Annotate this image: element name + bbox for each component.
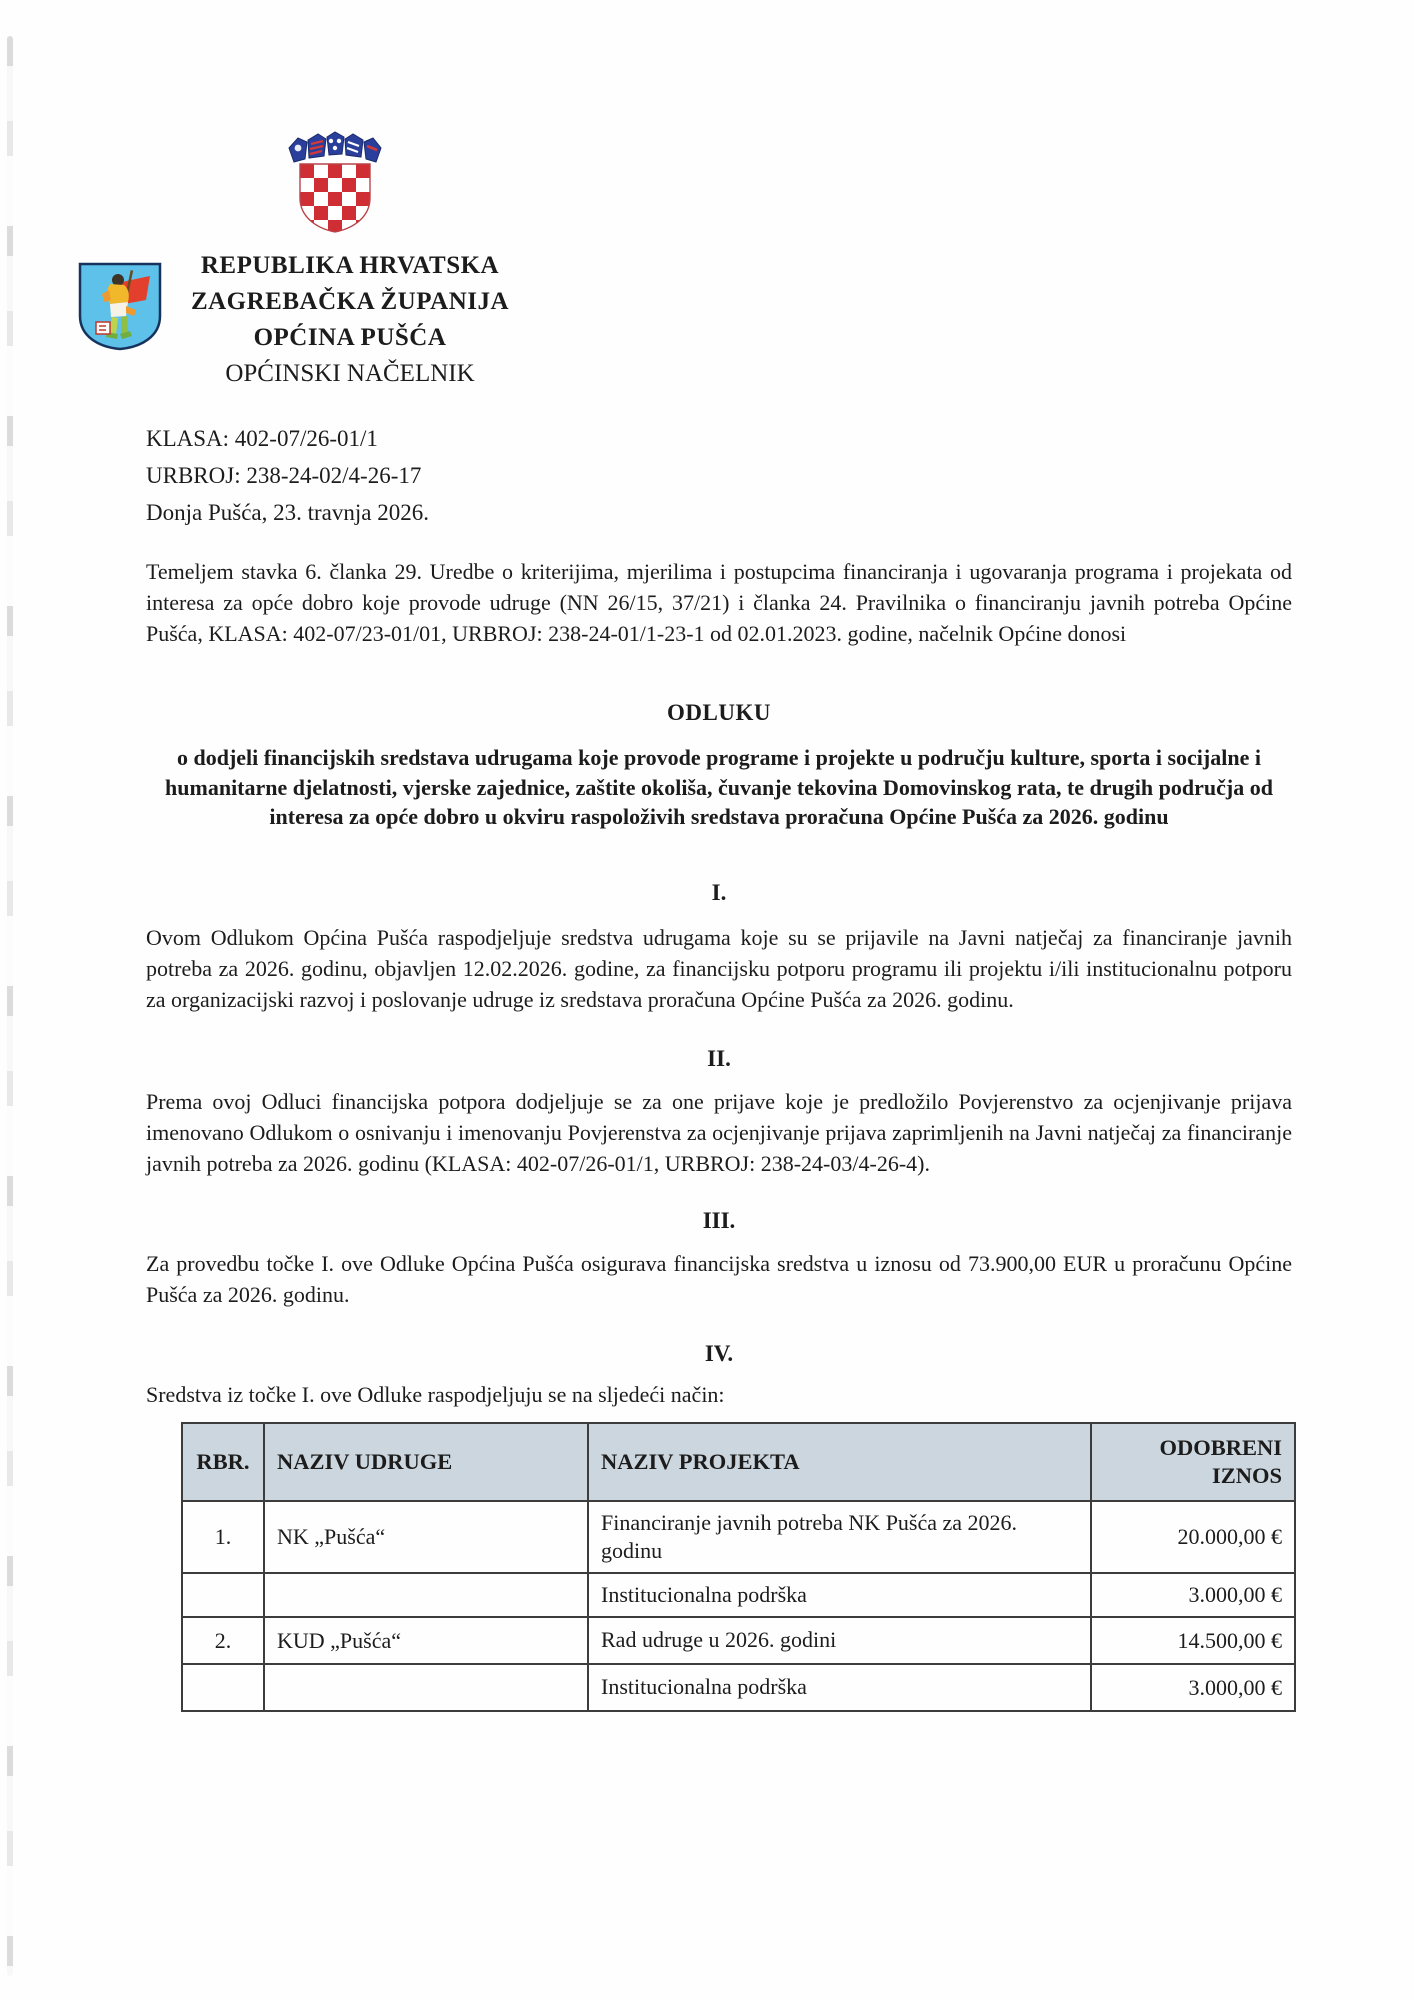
section-numeral-3: III. [702,1207,736,1233]
place-date-line: Donja Pušća, 23. travnja 2026. [146,500,429,525]
allocation-table [181,1422,1296,1712]
header-cell-rbr: RBR. [182,1423,264,1501]
cell-udruga: NK „Pušća“ [264,1501,588,1573]
klasa-line: KLASA: 402-07/26-01/1 [146,426,378,451]
cell-udruga: KUD „Pušća“ [264,1617,588,1664]
letterhead-county: ZAGREBAČKA ŽUPANIJA [190,288,510,315]
section-paragraph-4: Sredstva iz točke I. ove Odluke raspodjeljuju se na sljedeći način: [146,1381,725,1407]
cell-iznos: 14.500,00 € [1091,1617,1295,1664]
urbroj-line: URBROJ: 238-24-02/4-26-17 [146,463,422,488]
cell-projekt: Institucionalna podrška [588,1573,1091,1617]
table-row [182,1573,1295,1617]
letterhead-municipality: OPĆINA PUŠĆA [253,324,447,351]
table-header-row [182,1423,1295,1501]
document-body [146,556,1292,1712]
section-numeral-4: IV. [704,1340,734,1366]
cell-projekt: Institucionalna podrška [588,1664,1091,1711]
croatia-coat-of-arms-icon [287,126,383,236]
section-numeral-1: I. [711,879,727,905]
cell-udruga [264,1664,588,1711]
decision-subtitle: o dodjeli financijskih sredstava udrugama koje provode programe i projekte u području kulture, sporta i socijalne i humanitarne djelatnosti, vjerske zajednice, zaštite okoliša, čuvanje tekovina Domovinskog rata, te drugih područja od interesa za opće dobro u okviru raspoloživih sredstava proračuna Općine Pušća za 2026. godinu [165,745,1273,829]
cell-projekt: Financiranje javnih potreba NK Pušća za 2026. godinu [588,1501,1091,1573]
cell-iznos: 3.000,00 € [1091,1664,1295,1711]
header-cell-udruga: NAZIV UDRUGE [264,1423,588,1501]
section-numeral-2: II. [707,1045,731,1071]
cell-projekt: Rad udruge u 2026. godini [588,1617,1091,1664]
cell-rbr [182,1664,264,1711]
header-cell-iznos: ODOBRENI IZNOS [1091,1423,1295,1501]
section-paragraph-1: Ovom Odlukom Općina Pušća raspodjeljuje sredstva udrugama koje su se prijavile na Javni natječaj za financiranje javnih potreba za 2026. godinu, objavljen 12.02.2026. godine, za financijsku potporu programu ili projektu i/ili institucionalnu potporu za organizacijski razvoj i poslovanje udruge iz sredstava proračuna Općine Pušća za 2026. godinu. [146,924,1292,1012]
decision-title: ODLUKU [667,700,771,725]
cell-rbr: 1. [182,1501,264,1573]
table-row [182,1617,1295,1664]
cell-iznos: 20.000,00 € [1091,1501,1295,1573]
letterhead-country: REPUBLIKA HRVATSKA [200,252,500,279]
table-row [182,1664,1295,1711]
cell-rbr: 2. [182,1617,264,1664]
letterhead [140,248,560,392]
letterhead-office: OPĆINSKI NAČELNIK [225,360,475,387]
section-paragraph-3: Za provedbu točke I. ove Odluke Općina Pušća osigurava financijska sredstva u iznosu od 73.900,00 EUR u proračunu Općine Pušća za 2026. godinu. [146,1250,1292,1307]
cell-rbr [182,1573,264,1617]
preamble-paragraph: Temeljem stavka 6. članka 29. Uredbe o kriterijima, mjerilima i postupcima financiranja i ugovaranja programa i projekata od interesa za opće dobro koje provode udruge (NN 26/15, 37/21) i članka 24. Pravilnika o financiranju javnih potreba Općine Pušća, KLASA: 402-07/23-01/01, URBROJ: 238-24-01/1-23-1 od 02.01.2023. godine, načelnik Općine donosi [146,559,1292,646]
cell-udruga [264,1573,588,1617]
cell-iznos: 3.000,00 € [1091,1573,1295,1617]
document-meta [146,420,846,531]
table-row [182,1501,1295,1573]
header-cell-projekt: NAZIV PROJEKTA [588,1423,1091,1501]
section-paragraph-2: Prema ovoj Odluci financijska potpora dodjeljuje se za one prijave koje je predložilo Povjerenstvo za ocjenjivanje prijava imenovano Odlukom o osnivanju i imenovanju Povjerenstva za ocjenjivanje prijava zaprimljenih na Javni natječaj za financiranje javnih potreba za 2026. godinu (KLASA: 402-07/26-01/1, URBROJ: 238-24-03/4-26-4). [146,1088,1292,1176]
scan-artifact-stripe [7,36,13,1976]
